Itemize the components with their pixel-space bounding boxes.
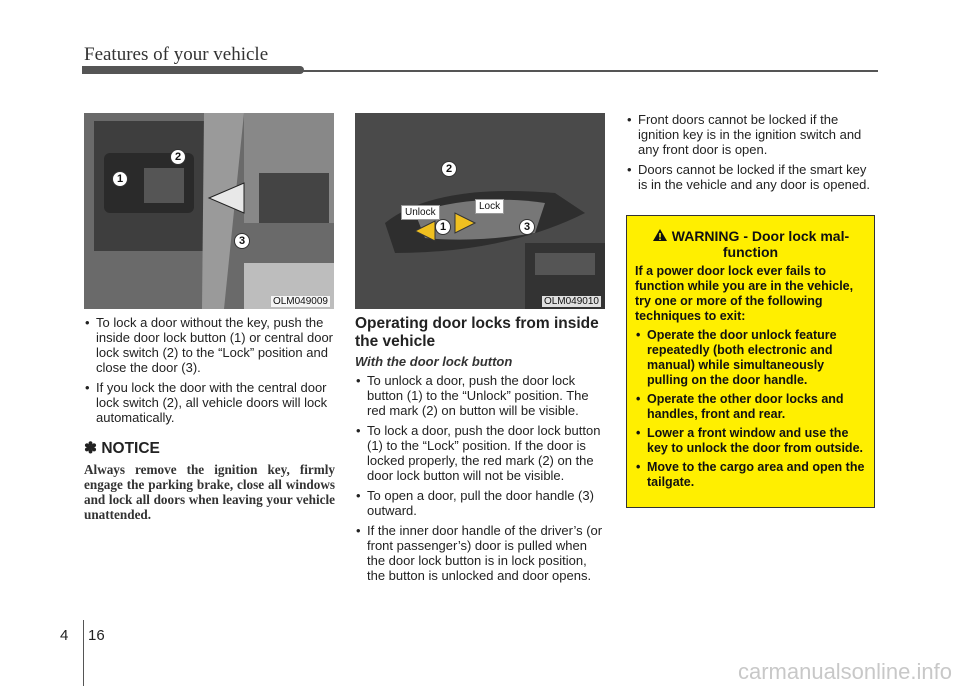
footer-divider xyxy=(83,620,84,686)
warning-bullets xyxy=(635,328,867,490)
figure-label: OLM049010 xyxy=(543,296,599,307)
list-item: • To open a door, pull the door handle (3) outward. xyxy=(355,488,605,518)
unlock-tag: Unlock xyxy=(401,205,440,220)
section-subtitle: With the door lock button xyxy=(355,354,513,369)
callout-1: 1 xyxy=(112,171,128,187)
list-item: • Doors cannot be locked if the smart key is in the vehicle and any door is opened. xyxy=(626,162,878,192)
figure-label: OLM049009 xyxy=(272,296,328,307)
section-title: Operating door locks from inside the vehicle xyxy=(355,315,599,350)
notice-body: Always remove the ignition key, firmly engage the parking brake, close all windows and lock all doors when leaving your vehicle unattended. xyxy=(84,462,335,522)
chapter-number: 4 xyxy=(60,627,69,644)
warning-subject: Door lock mal-function xyxy=(722,228,850,260)
list-item: • Front doors cannot be locked if the ignition key is in the ignition switch and any front door is open. xyxy=(626,112,878,157)
warning-content xyxy=(635,264,867,494)
callout-3: 3 xyxy=(519,219,535,235)
figure-door-lock-button xyxy=(355,113,605,309)
list-item: • Operate the other door locks and handles, front and rear. xyxy=(635,392,867,422)
callout-1: 1 xyxy=(435,219,451,235)
page-header-title: Features of your vehicle xyxy=(84,44,269,65)
column-2-bullets xyxy=(355,373,605,583)
warning-intro: If a power door lock ever fails to function while you are in the vehicle, try one or more of the following techniques to exit: xyxy=(635,264,854,323)
warning-box xyxy=(626,215,875,508)
warning-triangle-icon xyxy=(652,228,668,242)
column-1-bullets xyxy=(84,315,335,425)
list-item: • To unlock a door, push the door lock button (1) to the “Unlock” position. The red mark (2) on button will be visible. xyxy=(355,373,605,418)
watermark: carmanualsonline.info xyxy=(737,659,952,684)
callout-2: 2 xyxy=(170,149,186,165)
list-item: • To lock a door without the key, push the inside door lock button (1) or central door lock switch (2) to the “Lock” position and close the door (3). xyxy=(84,315,335,375)
column-3-bullets xyxy=(626,112,878,192)
notice-title: NOTICE xyxy=(101,440,160,457)
page-number: 16 xyxy=(88,627,105,644)
column-2 xyxy=(355,315,605,588)
notice-icon: ✽ xyxy=(84,440,97,457)
figure-door-illustration xyxy=(84,113,334,309)
notice-heading xyxy=(84,439,335,458)
list-item: • Operate the door unlock feature repeatedly (both electronic and manual) while simultaneously pulling on the door handle. xyxy=(635,328,867,388)
figure-door-interior xyxy=(84,113,334,309)
column-1 xyxy=(84,315,335,522)
header-rule xyxy=(300,70,878,72)
list-item: • If the inner door handle of the driver’s (or front passenger’s) door is pulled when the door lock button is in lock position, the button is unlocked and door opens. xyxy=(355,523,605,583)
list-item: • Lower a front window and use the key to unlock the door from outside. xyxy=(635,426,867,456)
warning-heading xyxy=(627,228,874,260)
list-item: • Move to the cargo area and open the tailgate. xyxy=(635,460,867,490)
callout-3: 3 xyxy=(234,233,250,249)
warning-title: WARNING - xyxy=(671,228,748,244)
column-3 xyxy=(626,112,878,197)
callout-2: 2 xyxy=(441,161,457,177)
list-item: • If you lock the door with the central door lock switch (2), all vehicle doors will lock automatically. xyxy=(84,380,335,425)
lock-tag: Lock xyxy=(475,199,504,214)
header-bar xyxy=(82,66,304,74)
list-item: • To lock a door, push the door lock button (1) to the “Lock” position. If the door is locked properly, the red mark (2) on the door lock button will not be visible. xyxy=(355,423,605,483)
